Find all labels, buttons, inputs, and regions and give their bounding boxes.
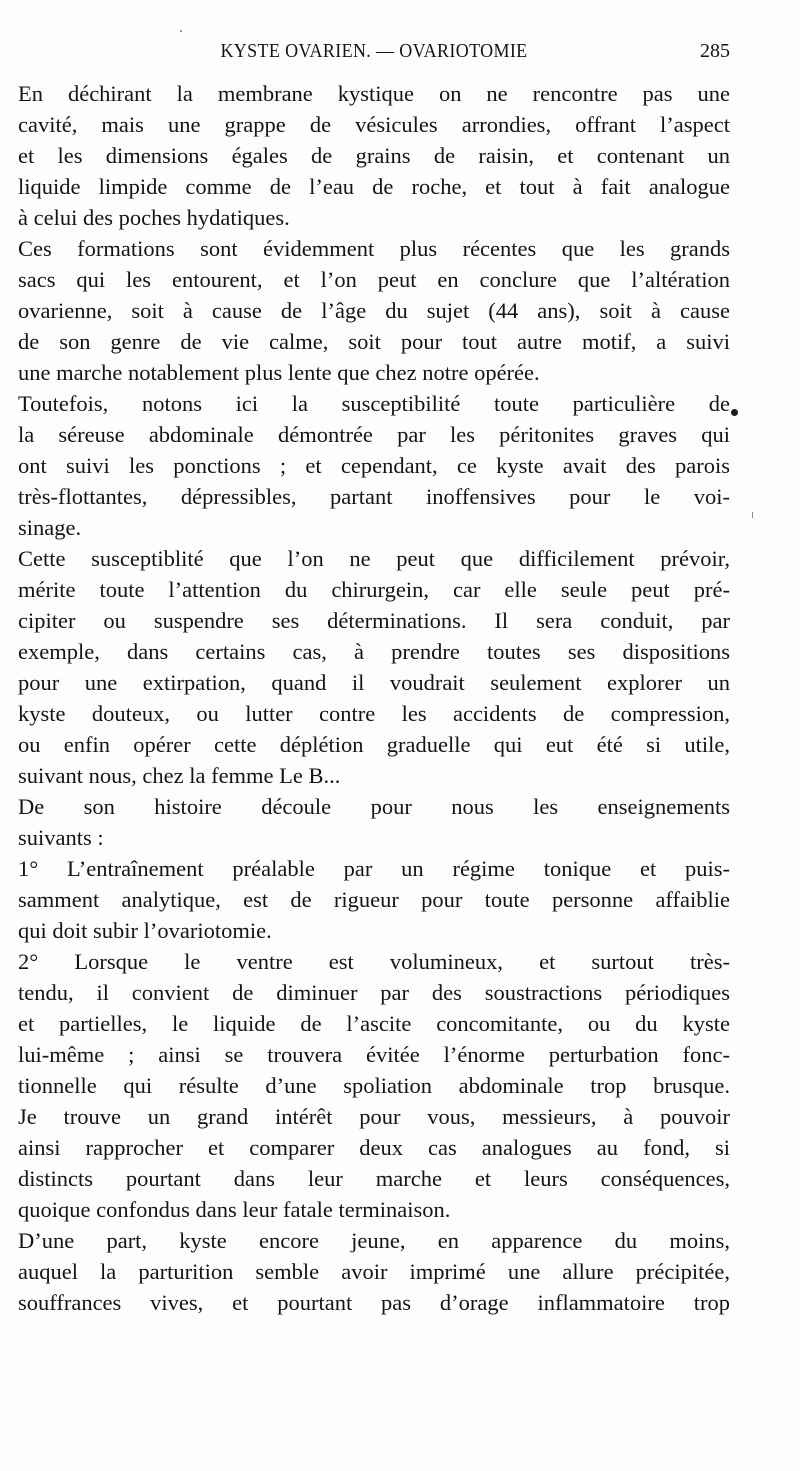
text-line: une marche notablement plus lente que chez notre opérée. [18,360,540,385]
text-line: et partielles, le liquide de l’ascite concomitante, ou du kyste [18,1011,730,1036]
text-line: Ces formations sont évidemment plus récentes que les grands [18,236,730,261]
text-line: tionnelle qui résulte d’une spoliation abdominale trop brusque. [18,1073,730,1098]
text-line: pour une extirpation, quand il voudrait seulement explorer un [18,670,730,695]
text-line: Je trouve un grand intérêt pour vous, messieurs, à pouvoir [18,1104,730,1129]
running-title: KYSTE OVARIEN. — OVARIOTOMIE [220,40,528,62]
text-line: ainsi rapprocher et comparer deux cas analogues au fond, si [18,1135,730,1160]
text-line: En déchirant la membrane kystique on ne rencontre pas une [18,81,730,106]
text-line: sacs qui les entourent, et l’on peut en conclure que l’altération [18,267,730,292]
text-line: suivants : [18,825,104,850]
text-line: ou enfin opérer cette déplétion graduelle qui eut été si utile, [18,732,730,757]
text-line: Cette susceptiblité que l’on ne peut que difficilement prévoir, [18,546,730,571]
text-line: quoique confondus dans leur fatale terminaison. [18,1197,451,1222]
text-line: De son histoire découle pour nous les enseignements [18,794,730,819]
text-line: 1° L’entraînement préalable par un régime tonique et puis- [18,856,730,881]
body-text [18,78,730,1318]
text-line: exemple, dans certains cas, à prendre toutes ses dispositions [18,639,730,664]
paper-speck [180,30,182,32]
margin-ink-mark [752,512,753,518]
text-line: à celui des poches hydatiques. [18,205,290,230]
text-line: D’une part, kyste encore jeune, en apparence du moins, [18,1228,730,1253]
text-line: mérite toute l’attention du chirurgein, car elle seule peut pré- [18,577,730,602]
text-line: qui doit subir l’ovariotomie. [18,918,272,943]
text-line: cipiter ou suspendre ses déterminations. Il sera conduit, par [18,608,730,633]
text-line: la séreuse abdominale démontrée par les péritonites graves qui [18,422,730,447]
text-line: tendu, il convient de diminuer par des soustractions périodiques [18,980,730,1005]
text-line: de son genre de vie calme, soit pour tout autre motif, a suivi [18,329,730,354]
text-line: et les dimensions égales de grains de raisin, et contenant un [18,143,730,168]
text-line: kyste douteux, ou lutter contre les accidents de compression, [18,701,730,726]
text-line: suivant nous, chez la femme Le B... [18,763,341,788]
text-line: Toutefois, notons ici la susceptibilité toute particulière de [18,391,730,416]
text-line: souffrances vives, et pourtant pas d’orage inflammatoire trop [18,1290,730,1315]
text-line: lui-même ; ainsi se trouvera évitée l’énorme perturbation fonc- [18,1042,730,1067]
text-line: très-flottantes, dépressibles, partant inoffensives pour le voi- [18,484,730,509]
text-line: auquel la parturition semble avoir imprimé une allure précipitée, [18,1259,730,1284]
text-line: ont suivi les ponctions ; et cependant, ce kyste avait des parois [18,453,730,478]
margin-ink-dot [731,409,738,416]
page-number: 285 [700,40,730,62]
text-line: sinage. [18,515,82,540]
text-line: samment analytique, est de rigueur pour toute personne affaiblie [18,887,730,912]
text-line: liquide limpide comme de l’eau de roche, et tout à fait analogue [18,174,730,199]
text-line: 2° Lorsque le ventre est volumineux, et surtout très- [18,949,730,974]
text-line: cavité, mais une grappe de vésicules arrondies, offrant l’aspect [18,112,730,137]
text-line: distincts pourtant dans leur marche et leurs conséquences, [18,1166,730,1191]
text-line: ovarienne, soit à cause de l’âge du sujet (44 ans), soit à cause [18,298,730,323]
running-head [18,40,730,74]
